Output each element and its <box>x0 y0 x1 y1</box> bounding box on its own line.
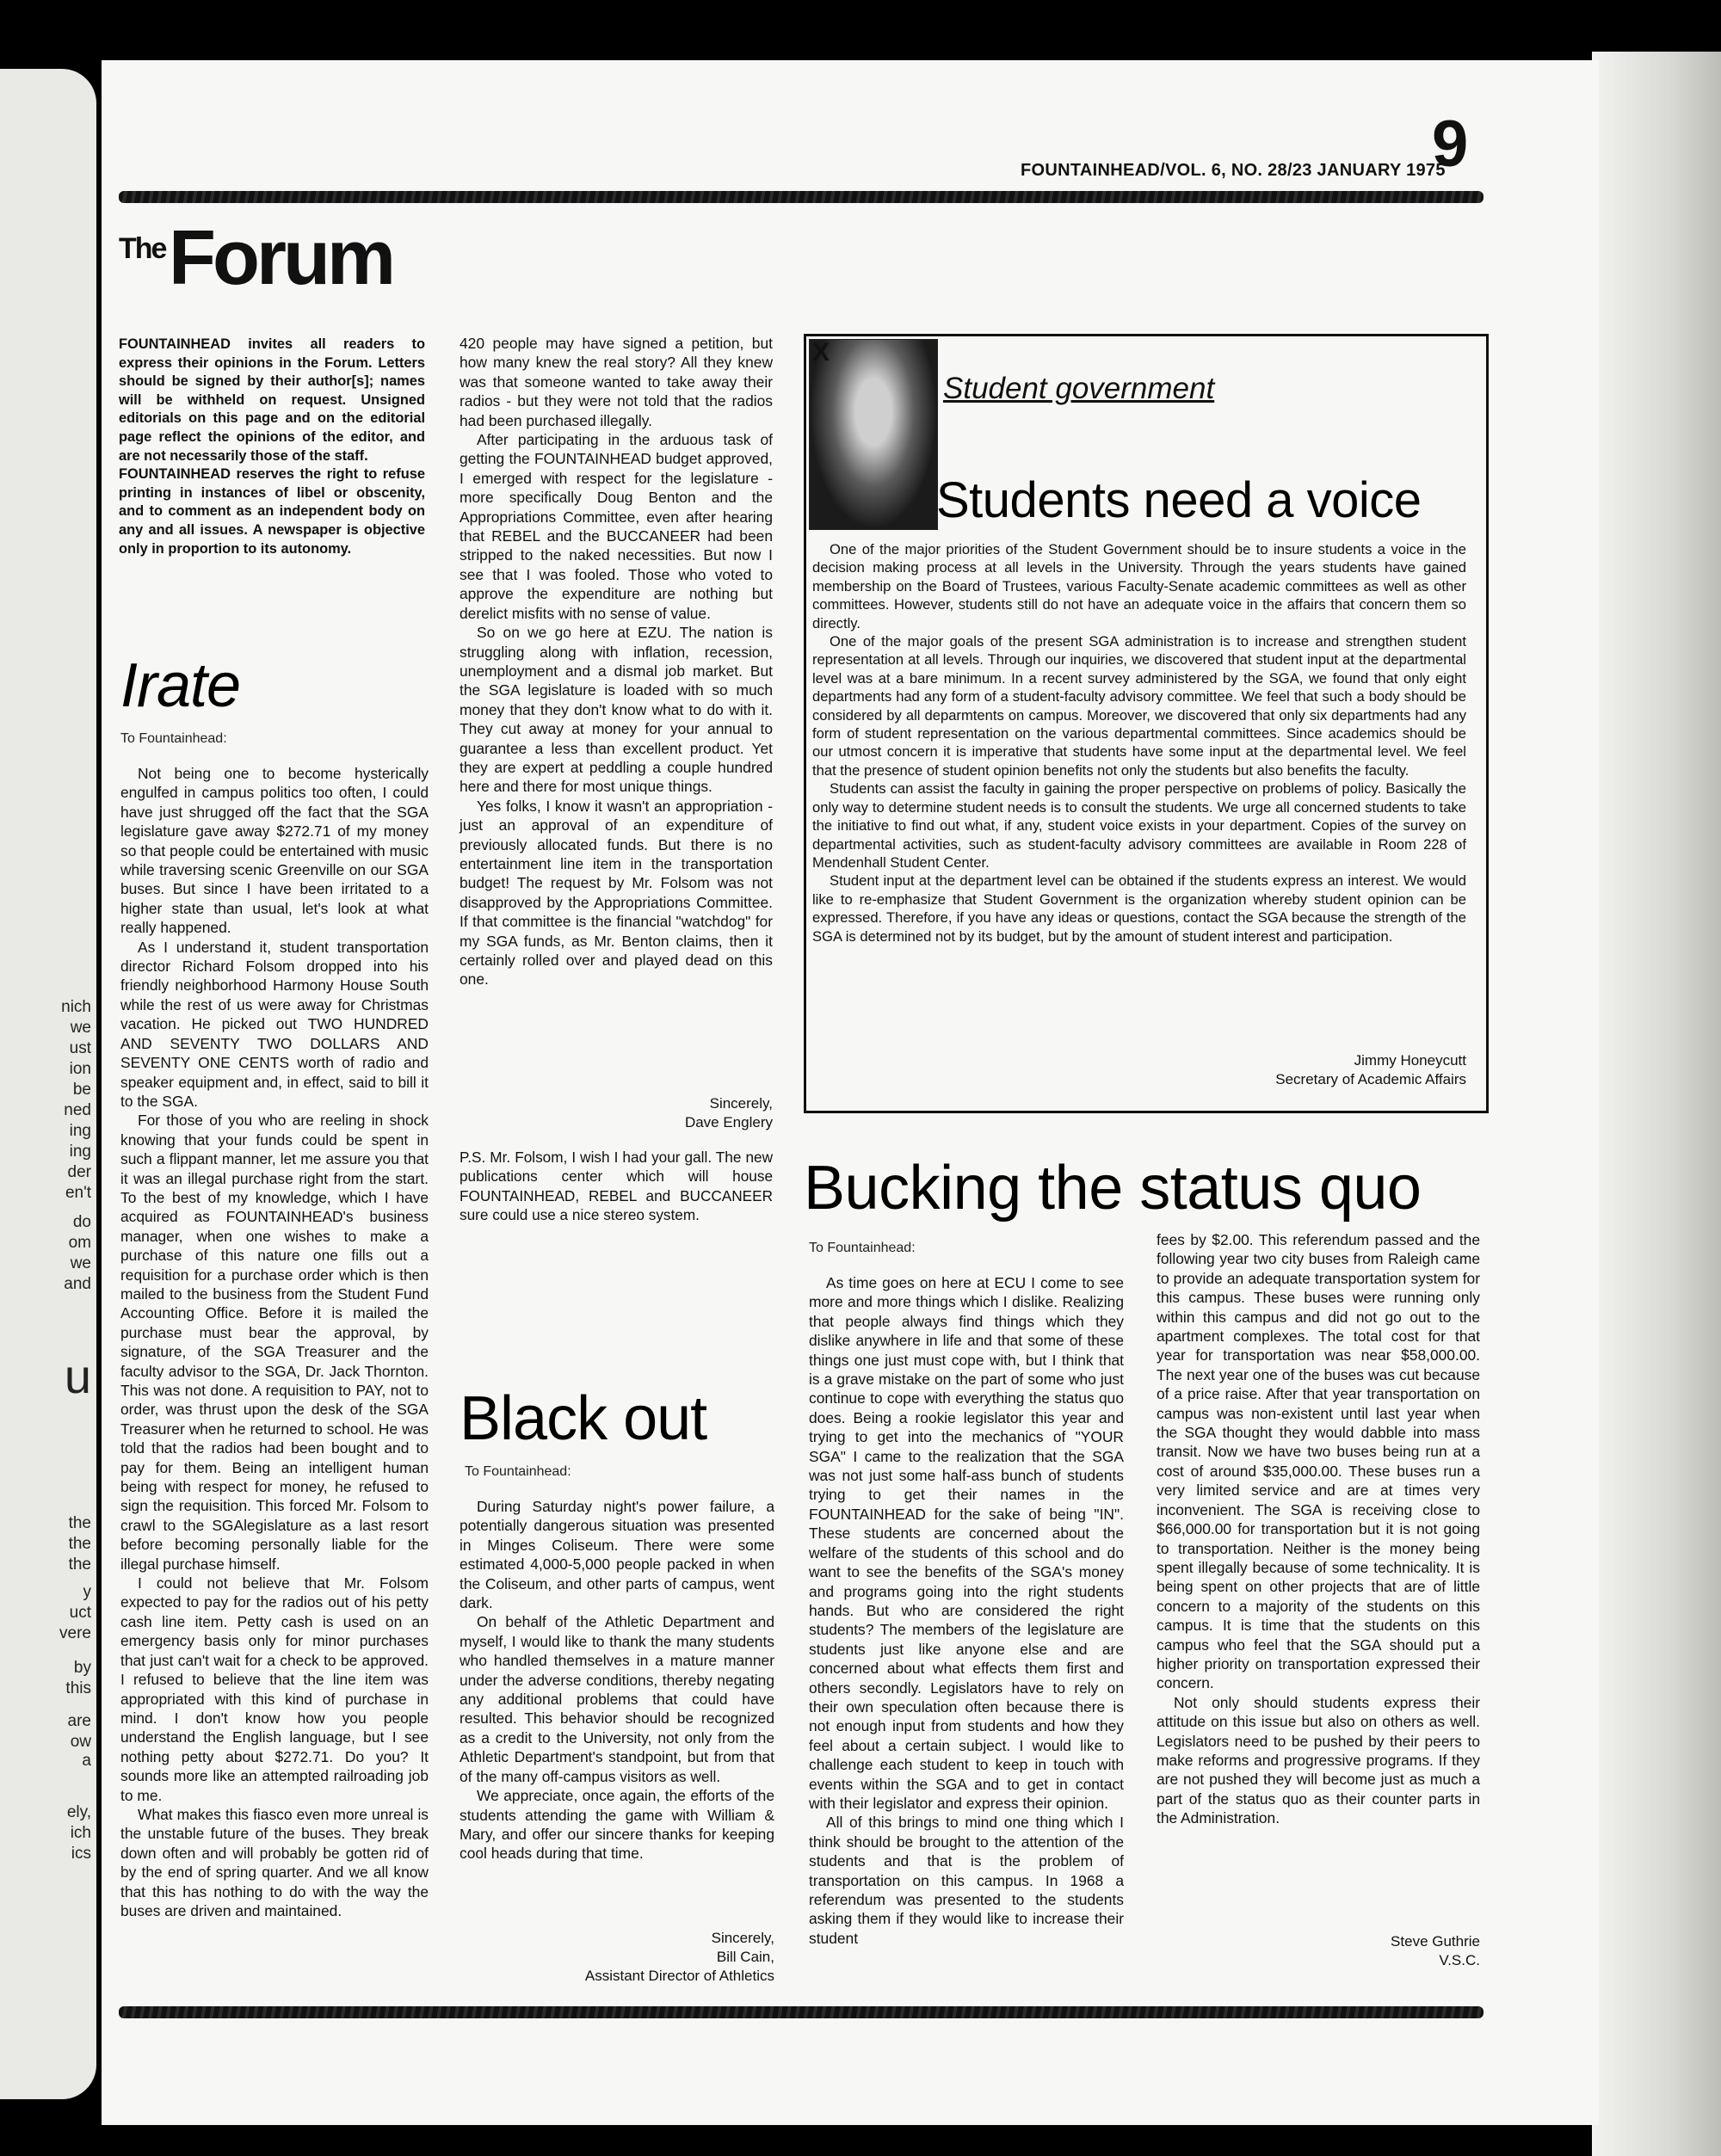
facing-page-fragment: en't <box>65 1184 91 1202</box>
author-photo <box>809 339 938 530</box>
status-quo-body-right <box>1157 1230 1480 1828</box>
status-quo-paragraph: As time goes on here at ECU I come to see more and more things which I dislike. Realizing that people always find things which they dislike anywhere in life and that some of these things one just must cope with, but I think that is a grave mistake on the part of some who just continue to cope with everything the status quo does. Being a rookie legislator this year and trying to get into the mechanics of "YOUR SGA" I came to the realization that the SGA was not just some half-ass bunch of students trying to get their names in the FOUNTAINHEAD for the sake of being "IN". These students are concerned about the welfare of the students of this school and do want to see the benefits of the SGA's money and programs going into the right students hands. But who are considered the right students? The members of the legislature are students just like anyone else and are concerned about what effects them first and others secondly. Legislators have to rely on their own speculation often because there is not enough input from students and how they feel about a certain subject. I would like to challenge each student to keep in touch with events within the SGA and to get in contact with their legislator and express their opinion. <box>809 1274 1124 1812</box>
irate-continued <box>460 334 773 989</box>
facing-page-fragment: om <box>68 1234 91 1252</box>
irate-ps-text: P.S. Mr. Folsom, I wish I had your gall. The new publications center which will house FOUNTAINHEAD, REBEL and BUCCANEER sure could use a nice stereo system. <box>460 1149 773 1224</box>
policy-paragraph: FOUNTAINHEAD reserves the right to refuse printing in instances of libel or obscenity, and to comment as an independent body on any and all issues. A newspaper is objective only in proportion to its autonomy. <box>119 466 425 557</box>
facing-page-fragment: u <box>64 1349 91 1403</box>
irate-salutation: To Fountainhead: <box>120 731 227 746</box>
sg-paragraph: Students can assist the faculty in gaining the proper perspective on problems of policy. Basically the only way to determine student needs is to consult the students. We urge all concerned students to take the initiative to find out what, if any, student voice exists in your department. Copies of the survey on departmental activities, such as student-faculty advisory committees are available in Room 228 of Mendenhall Student Center. <box>812 780 1466 871</box>
blackout-signature <box>516 1929 774 1986</box>
facing-page-fragment: do <box>72 1213 91 1231</box>
facing-page-fragment: der <box>67 1163 91 1181</box>
irate-cont-paragraph: After participating in the arduous task of getting the FOUNTAINHEAD budget approved, I emerged with respect for the legislature - more specifically Doug Benton and the Appropriations Committee, even after hearing that REBEL and the BUCCANEER had been stripped to the naked necessities. But now I see that I was fooled. Those who voted to approve the expenditure are nothing but derelict misfits with no sense of value. <box>460 431 773 622</box>
facing-page-fragment: ich <box>70 1824 91 1842</box>
irate-paragraph: I could not believe that Mr. Folsom expected to pay for the radios out of his petty cash line item. Petty cash is used on an emergency basis only for minor purchases that just can't wait for a check to be approved. I refused to believe that the line item was appropriated with this kind of purchase in mind. I don't know how you people understand the English language, but I see nothing petty about $272.71. Do you? It sounds more like an attempted railroading job to me. <box>120 1574 429 1804</box>
top-rule <box>119 191 1484 203</box>
policy-paragraph: FOUNTAINHEAD invites all readers to express their opinions in the Forum. Letters should be signed by their author[s]; names will be withheld on request. Unsigned editorials on this page and on the editorial page reflect the opinions of the editor, and are not necessarily those of the staff. <box>119 336 425 464</box>
facing-page-fragment: ing <box>69 1122 91 1140</box>
facing-page-fragment: a <box>82 1752 91 1770</box>
irate-signer: Dave Englery <box>684 1114 773 1130</box>
blackout-body <box>460 1497 774 1863</box>
blackout-signer: Bill Cain, <box>716 1949 774 1965</box>
blackout-closing: Sincerely, <box>711 1930 774 1946</box>
facing-page-fragment: uct <box>69 1604 91 1622</box>
facing-page-fragment: ned <box>64 1101 91 1119</box>
status-quo-paragraph: fees by $2.00. This referendum passed and the following year two city buses from Raleigh came to provide an adequate transportation system for this campus. These buses were running only within this campus and did not go out to the apartment complexes. The total cost for that year for transportation was near $58,000.00. The next year one of the buses was cut because of a price raise. After that year transportation on campus was non-existent until last year when the SGA thought they would dabble into mass transit. Now we have two buses being run at a cost of around $35,000.00. These buses run a very limited service and are at times very inconvenient. The SGA is receiving close to $66,000.00 for transportation but it is not going to transportation. Neither is the money being spent illegally because of some technicality. It is being spent on other projects that are of little concern to a majority of the students on this campus. It is time that the students on this campus who feel that the SGA should put a higher priority on transportation expressed their concern. <box>1157 1231 1480 1692</box>
facing-page-fragment: we <box>70 1019 91 1037</box>
irate-cont-paragraph: So on we go here at EZU. The nation is struggling along with inflation, recession, unemployment and a dismal job market. But the SGA legislature is loaded with so much money that they don't know what to do with it. They cut away at money for your annual to guarantee a less than excellent product. Yet they are expert at peddling a couple hundred here and there for most unique things. <box>460 624 773 796</box>
blackout-signer-title: Assistant Director of Athletics <box>584 1968 774 1984</box>
irate-signature <box>551 1094 773 1132</box>
facing-page-fragment: ing <box>69 1143 91 1161</box>
section-prefix: The <box>119 232 166 265</box>
irate-ps <box>460 1148 773 1225</box>
blackout-headline: Black out <box>460 1384 707 1453</box>
kicker: Student government <box>943 372 1215 405</box>
facing-page-fragment: by <box>73 1659 91 1677</box>
publication-line: FOUNTAINHEAD/VOL. 6, NO. 28/23 JANUARY 1975 <box>1021 161 1446 180</box>
blackout-paragraph: On behalf of the Athletic Department and myself, I would like to thank the many students who handled themselves in a mature manner under the adverse conditions, thereby negating any additional problems that could have resulted. This behavior should be recognized as a credit to the University, not only from the Athletic Department's standpoint, but from that of the many off-campus visitors as well. <box>460 1613 774 1785</box>
page-stack-edge <box>1592 52 1721 2156</box>
irate-cont-paragraph: 420 people may have signed a petition, but how many knew the real story? All they knew was that someone wanted to take away their radios - but they were not told that the radios had been purchased illegally. <box>460 335 773 429</box>
sg-signer: Jimmy Honeycutt <box>1354 1052 1466 1069</box>
facing-page-edge <box>0 69 96 2099</box>
irate-paragraph: What makes this fiasco even more unreal is the unstable future of the buses. They break down often and will probably be gotten rid of by the end of spring quarter. And we all know that this has nothing to do with the way the buses are driven and maintained. <box>120 1805 429 1919</box>
status-quo-headline: Bucking the status quo <box>804 1154 1422 1223</box>
facing-page-fragment: the <box>68 1514 91 1532</box>
sg-paragraph: One of the major goals of the present SGA administration is to increase and strengthen student representation at all levels. Through our inquiries, we discovered that student input at the departmental level was at a bare minimum. In a recent survey administered by the SGA, we found that only eight departments had any form of a student-faculty advisory committee. We feel that such a body should be considered by all deparmtents on campus. Moreover, we discovered that only six departments had any form of student representation on the various departmental committees. Since academics should be our utmost concern it is imperative that students have some input at the departmental level. We feel that the presence of student opinion benefits not only the students but also benefits the faculty. <box>812 633 1466 779</box>
facing-page-fragment: nich <box>61 998 91 1016</box>
irate-cont-paragraph: Yes folks, I know it wasn't an appropriation - just an approval of an expenditure of previously allocated funds. But there is no entertainment line item in the transportation budget! The request by Mr. Folsom was not disapproved by the Appropriations Committee. If that committee is the financial "watchdog" for my SGA funds, as Mr. Benton claims, then it certainly rolled over and played dead on this one. <box>460 797 773 989</box>
sg-paragraph: One of the major priorities of the Student Government should be to insure students a voice in the decision making process at all levels in the University. Through the years students have gained membership on the Board of Trustees, various Faculty-Senate academic committees as well as other committees. However, students still do not have an adequate voice in the affairs that concern them so directly. <box>812 541 1466 631</box>
irate-closing: Sincerely, <box>709 1095 773 1112</box>
facing-page-fragment: ely, <box>66 1803 91 1821</box>
facing-page-fragment: the <box>68 1535 91 1553</box>
facing-page-fragment: vere <box>59 1624 91 1642</box>
sg-body <box>812 540 1466 946</box>
blackout-salutation: To Fountainhead: <box>465 1464 571 1479</box>
blackout-paragraph: During Saturday night's power failure, a potentially dangerous situation was presented in Minges Coliseum. There were some estimated 4,000-5,000 people packed in when the Coliseum, and other parts of campus, went dark. <box>460 1498 774 1612</box>
facing-page-fragment: we <box>70 1254 91 1272</box>
irate-paragraph: Not being one to become hysterically engulfed in campus politics too often, I could have just shrugged off the fact that the SGA legislature gave away $272.71 of my money so that people could be entertained with music while traversing scenic Greenville on our SGA buses. But since I have been irritated to a higher state than usual, let's look at what really happened. <box>120 765 429 937</box>
sg-headline: Students need a voice <box>936 472 1422 528</box>
forum-policy <box>119 336 425 558</box>
blackout-paragraph: We appreciate, once again, the efforts of the students attending the game with William & Mary, and offer our sincere thanks for keeping cool heads during that time. <box>460 1787 774 1863</box>
irate-body <box>120 764 429 1920</box>
facing-page-fragment: the <box>68 1555 91 1574</box>
status-quo-signer-title: V.S.C. <box>1439 1952 1480 1968</box>
facing-page-fragment: ow <box>70 1733 91 1751</box>
irate-headline: Irate <box>120 651 241 720</box>
status-quo-signer: Steve Guthrie <box>1391 1933 1480 1950</box>
page-number: 9 <box>1432 108 1469 181</box>
photo-mark: X <box>812 338 830 367</box>
status-quo-salutation: To Fountainhead: <box>809 1241 916 1255</box>
facing-page-fragment: are <box>67 1712 91 1730</box>
facing-page-fragment: y <box>83 1583 91 1601</box>
facing-page-fragment: and <box>64 1275 91 1293</box>
facing-page-fragment: ics <box>71 1845 91 1863</box>
section-title: Forum <box>169 215 392 301</box>
status-quo-paragraph: All of this brings to mind one thing which I think should be brought to the attention of the students and that is the problem of transportation on this campus. In 1968 a referendum was presented to the students asking them if they would like to increase their student <box>809 1814 1124 1947</box>
status-quo-paragraph: Not only should students express their attitude on this issue but also on others as well. Legislators need to be pushed by their peers to make reforms and progressive programs. If they are not pushed they will become just as much a part of the status quo as their counter parts in the Administration. <box>1157 1693 1480 1827</box>
irate-paragraph: As I understand it, student transportation director Richard Folsom dropped into his friendly neighborhood Harmony House South while the rest of us were away for Christmas vacation. He picked out TWO HUNDRED AND SEVENTY TWO DOLLARS AND SEVENTY ONE CENTS worth of radio and speaker equipment and, in effect, said to bill it to the SGA. <box>120 938 429 1110</box>
status-quo-body-left <box>809 1273 1124 1948</box>
facing-page-fragment: this <box>65 1679 91 1697</box>
irate-paragraph: For those of you who are reeling in shock knowing that your funds could be spent in such a flippant manner, let me assure you that it was an illegal purchase right from the start. To the best of my knowledge, which I have acquired as FOUNTAINHEAD's business manager, when one wishes to make a purchase of this nature one fills out a requisition for a purchase order which is then mailed to the business from the Student Fund Accounting Office. Before it is mailed the purchase must bear the approval, by signature, of the SGA Treasurer and the faculty advisor to the SGA, Dr. Jack Thornton. This was not done. A requisition to PAY, not to order, was thrust upon the desk of the SGA Treasurer when he returned to school. He was told that the radios had been bought and to pay for them. Being an intelligent human being with respect for money, he refused to sign the requisition. This forced Mr. Folsom to crawl to the SGAlegislature as a last resort before becoming personally liable for the illegal purchase himself. <box>120 1112 429 1573</box>
status-quo-signature <box>1222 1932 1480 1970</box>
bottom-rule <box>119 2006 1484 2018</box>
sg-paragraph: Student input at the department level can be obtained if the students express an interest. We would like to re-emphasize that Student Government is the organization whereby student opinion can be expressed. Therefore, if you have any ideas or questions, contact the SGA because the strength of the SGA is determined not by its budget, but by the amount of student interest and participation. <box>812 872 1466 945</box>
sg-signature <box>1119 1051 1466 1089</box>
facing-page-fragment: ust <box>69 1039 91 1057</box>
sg-signer-title: Secretary of Academic Affairs <box>1275 1071 1466 1087</box>
facing-page-fragment: ion <box>69 1060 91 1078</box>
facing-page-fragment: be <box>72 1081 91 1099</box>
